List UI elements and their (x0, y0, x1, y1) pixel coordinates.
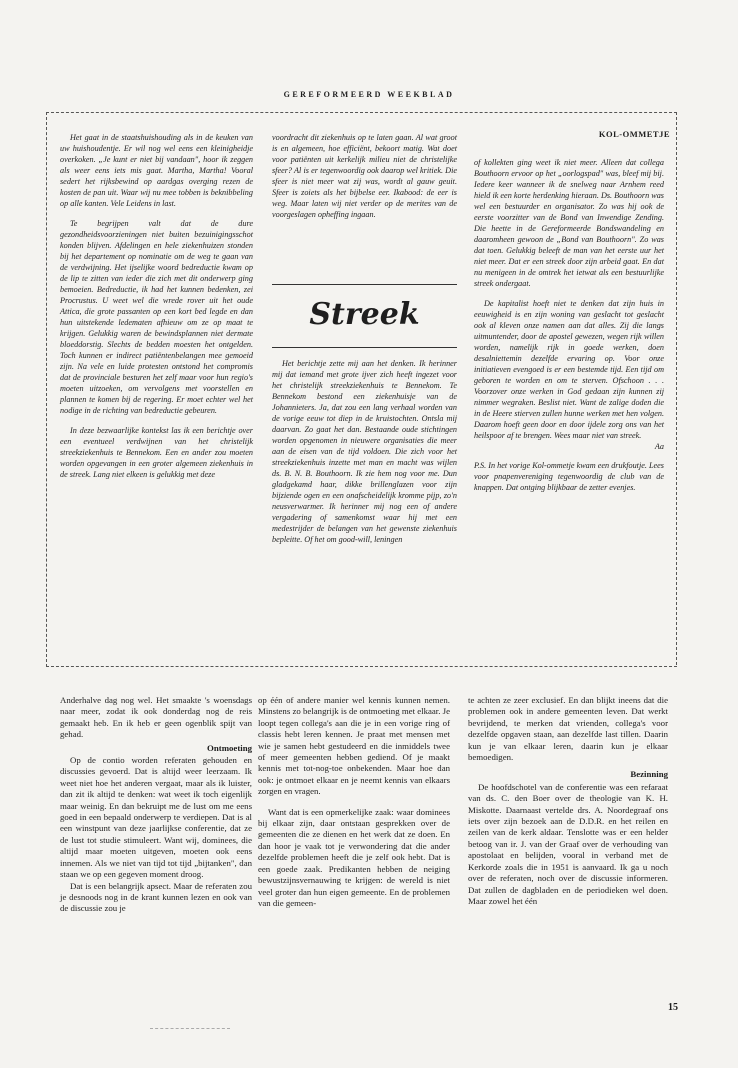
box-paragraph: of kollekten ging weet ik niet meer. Alleen dat collega Bouthoorn ervoor op het „oorlogspad" was, bleef mij bij. Iedere keer wanneer ik de snelweg naar Arnhem reed hield ik een korte herdenking hieraan. Ds. Bouthoorn was wel een bestuurder en organisator. Zo was hij ook de eerste voorzitter van de Bond van Inwendige Zending. Die heette in de Gereformeerde Bondswandeling en daaromheen gewoon de „Bond van Bouthoorn". Zo was dat toen. Gelukkig beleeft de man van het eerste uur het niet meer. Dat er een streek door zijn arbeid gaat. En dat nu menigeen in de omtrek het ietwat als een bestuurlijke streek ondergaat. (474, 158, 664, 288)
body-paragraph: Anderhalve dag nog wel. Het smaakte 's woensdags naar meer, zodat ik ook donderdag nog de reis gemaakt heb. En ik heb er geen ogenblik spijt van gehad. (60, 695, 252, 740)
streek-title: Streek (309, 297, 420, 332)
box-paragraph: voordracht dit ziekenhuis op te laten gaan. Al wat groot is en algemeen, hoe efficiënt, bekoort matig. Wat doet voor patiënten uit kerkelijk milieu niet de christelijke sfeer? Al is er tegenwoordig ook daarop wel kritiek. Die sfeer is niet meer wat zij was, wordt al gauw geuit. Sfeer is zoiets als het bijbelse eer. Ikabood: de eer is weg. Maar laten wij niet verder op de merites van de voorgeslagen opheffing ingaan. (272, 133, 457, 219)
box-paragraph: In deze bezwaarlijke kontekst las ik een berichtje over een eventueel verdwijnen van het christelijk streekziekenhuis te Bennekom. Een en ander zou moeten worden opgevangen in een groter algemeen ziekenhuis in de streek. Lang niet elkeen is gelukkig met deze (60, 426, 253, 479)
section-heading-ontmoeting: Ontmoeting (207, 742, 252, 753)
box-paragraph: Het berichtje zette mij aan het denken. Ik herinner mij dat iemand met grote ijver zich heeft ingezet voor het christelijk streekziekenhuis te Bennekom. Te Bennekom bestond een ziekenhuisje van de Johannieters. Ja, dat zou een lang verhaal worden van de vorige eeuw tot diep in de kruistochten. Ontsla mij daarvan. Zo gaat het dan. Bestaande oude stichtingen worden opgenomen in nieuwere organisaties die meer aan de eisen van de tijd voldoen. Die zich voor het streekziekenhuis inzette met man en macht was wijlen ds. B. N. B. Bouthoorn. Ik zie hem nog voor me. Dun gladgekamd haar, dikke brillenglazen voor zijn bijziende ogen en een onafscheidelijk kromme pijp, zo'n neusverwarmer. Ik herinner mij nog een of andere vergadering of samenkomst waar hij met een medestrijder de belangen van het gewenste ziekenhuis bepleitte. Of het om good-will, leningen (272, 359, 457, 544)
body-column-2 (258, 695, 450, 909)
box-paragraph: Te begrijpen valt dat de dure gezondheidsvoorzieningen niet buiten bezuinigingsschot konden blijven. Afdelingen en hele ziekenhuizen stonden bij het departement op nominatie om de weg te gaan van de verdwijning. Het ijselijke woord bedreductie kwam op de lip te zitten van ieder die zich met dit onderwerp ging bemoeien. Bedreductie, ik had het kunnen bedenken, zei Procrustus. U weet wel die wrede rover uit het oude Attica, die grote passanten op een kort bed legde en dan hun uitstekende ledematen afhieuw om ze op maat te krijgen. Gelukkig waren de bewindsplannen niet dermate bloeddorstig. Slechts de bedden moesten het ontgelden. Toch kunnen er indirect patiëntenbelangen mee gemoeid zijn. Na vele en luide protesten ontstond het compromis dat de provinciale besturen het zelf maar voor hun regio's moeten uitzoeken, om vervolgens met voorstellen en plannen te komen bij de regering. Er moet echter wel het nodige in de richting van bedreductie gebeuren. (60, 219, 253, 415)
box-paragraph: De kapitalist hoeft niet te denken dat zijn huis in eeuwigheid is en zijn woning van geslacht tot geslacht ook al kleven onze namen aan dat alles. Zij die langs uitmuntender, door de apostel gewezen, wegen rijk willen worden, namelijk rijk in goede werken, doen desalniettemin dezelfde ervaring op. Voor onze initiatieven evengoed is er een bestemde tijd. Een tijd om geboren te worden en om te sterven. Ofschoon . . . Voorzover onze werken in God gedaan zijn kunnen zij nimmer wegraken. Beslist niet. Want de zalige doden die in de Heere stierven zullen hunne werken met hen volgen. Daarom hoeft geen door en door ijdele zorg ons van het heilspoor af te brengen. Wees maar niet van streek. (474, 299, 664, 440)
body-paragraph: Want dat is een opmerkelijke zaak: waar dominees bij elkaar zijn, daar ontstaan gesprekken over de gemeenten die ze dienen en het werk dat ze doen. En dan hoor je vaak tot je verwondering dat die ander dezelfde problemen heeft die je zelf ook hebt. Dat is een goede zaak. Predikanten hebben de neiging bewustzijnsvernauwing te krijgen: de wereld is niet veel groter dan hun eigen gemeente. En de problemen van die gemeen- (258, 806, 450, 908)
streek-banner (272, 284, 457, 348)
body-paragraph: te achten ze zeer exclusief. En dan blijkt ineens dat die problemen ook in andere gemeenten leven. Dat werkt bevrijdend, te merken dat vrienden, collega's voor dezelfde opgaven staan, aan dezelfde last tillen. Daarin kun je van elkaar leren, daarin kun je elkaar bemoedigen. (468, 695, 668, 763)
box-column-1 (60, 132, 253, 489)
body-paragraph: op één of andere manier wel kennis kunnen nemen. Minstens zo belangrijk is de ontmoeting met elkaar. Je loopt tegen collega's aan die je in een vorige ring of classis hebt leren kennen. Je praat met mensen met wie je samen hebt gestudeerd en die inmiddels twee of meer gemeenten hebben gediend. Of je maakt kennis met tot-nog-toe onbekenden. Maar hoe dan ook: je ontmoet elkaar en je neemt kennis van elkaars zorgen en vragen. (258, 695, 450, 797)
column-box-right-border (676, 112, 677, 665)
box-paragraph: Het gaat in de staatshuishouding als in de keuken van uw huishoudentje. Er wil nog wel eens een kleinigheidje overkoken. „Je kunt er niet bij vandaan", hoor ik zeggen als weer eens iets mis gaat. Martha, Martha! Vooral sedert het rijksbewind op aardgas overging rezen de kosten de pan uit. Waar wij nu mee tobben is beknibbeling op alle kanten. Vele Leidens in last. (60, 133, 253, 208)
postscript: P.S. In het vorige Kol-ommetje kwam een drukfoutje. Lees voor pnapenvereniging tegenwoordig de club van de knappen. Dat ontging blijkbaar de zetter evenjes. (474, 461, 664, 492)
signature: Aa (654, 442, 664, 451)
box-column-2 (272, 132, 457, 229)
page-number: 15 (668, 1002, 678, 1013)
section-heading-bezinning: Bezinning (630, 769, 668, 780)
scan-artifact-line (150, 1028, 230, 1029)
column-label: KOL-OMMETJE (598, 129, 670, 139)
masthead: GEREFORMEERD WEEKBLAD (283, 90, 455, 99)
body-column-3 (468, 695, 668, 907)
box-column-2-lower (272, 358, 457, 554)
body-column-1 (60, 695, 252, 915)
body-paragraph: Op de contio worden referaten gehouden en discussies gevoerd. Dat is altijd weer leerzaam. Ik weet niet hoe het anderen vergaat, maar als ik luister, dan zit ik altijd te denken: wat weet ik toch eigenlijk maar weinig. En dan bekruipt me de lust om me eens goed in een bepaald onderwerp te verdiepen. Dat is al een winstpunt van deze jaarlijkse conferentie, dat ze de lust tot studie stimuleert. Want wij, dominees, die altijd maar moeten uitgeven, moeten ook eens innemen. Als we niet van tijd tot tijd „bijtanken", dan staan we op een gegeven moment droog. (60, 755, 252, 880)
body-paragraph: De hoofdschotel van de conferentie was een refaraat van ds. C. den Boer over de theologie van K. H. Miskotte. Daarnaast vertelde drs. A. Noordegraaf ons iets over zijn bezoek aan de D.D.R. en het reilen en zeilen van de kerk aldaar. Tenslotte was er een helder betoog van ir. J. van der Graaf over de verhouding van apostolaat en belijden, vooral in verband met de Kerkorde zoals die in 1951 is aanvaard. Ik ga u noch over de referaten, noch over de discussie informeren. Dat zullen de dagbladen en de periodieken wel doen. Maar zowel het één (468, 781, 668, 906)
body-paragraph: Dat is een belangrijk apsect. Maar de referaten zou je desnoods nog in de krant kunnen lezen en ook van de discussie zou je (60, 880, 252, 914)
box-column-3 (474, 157, 664, 502)
